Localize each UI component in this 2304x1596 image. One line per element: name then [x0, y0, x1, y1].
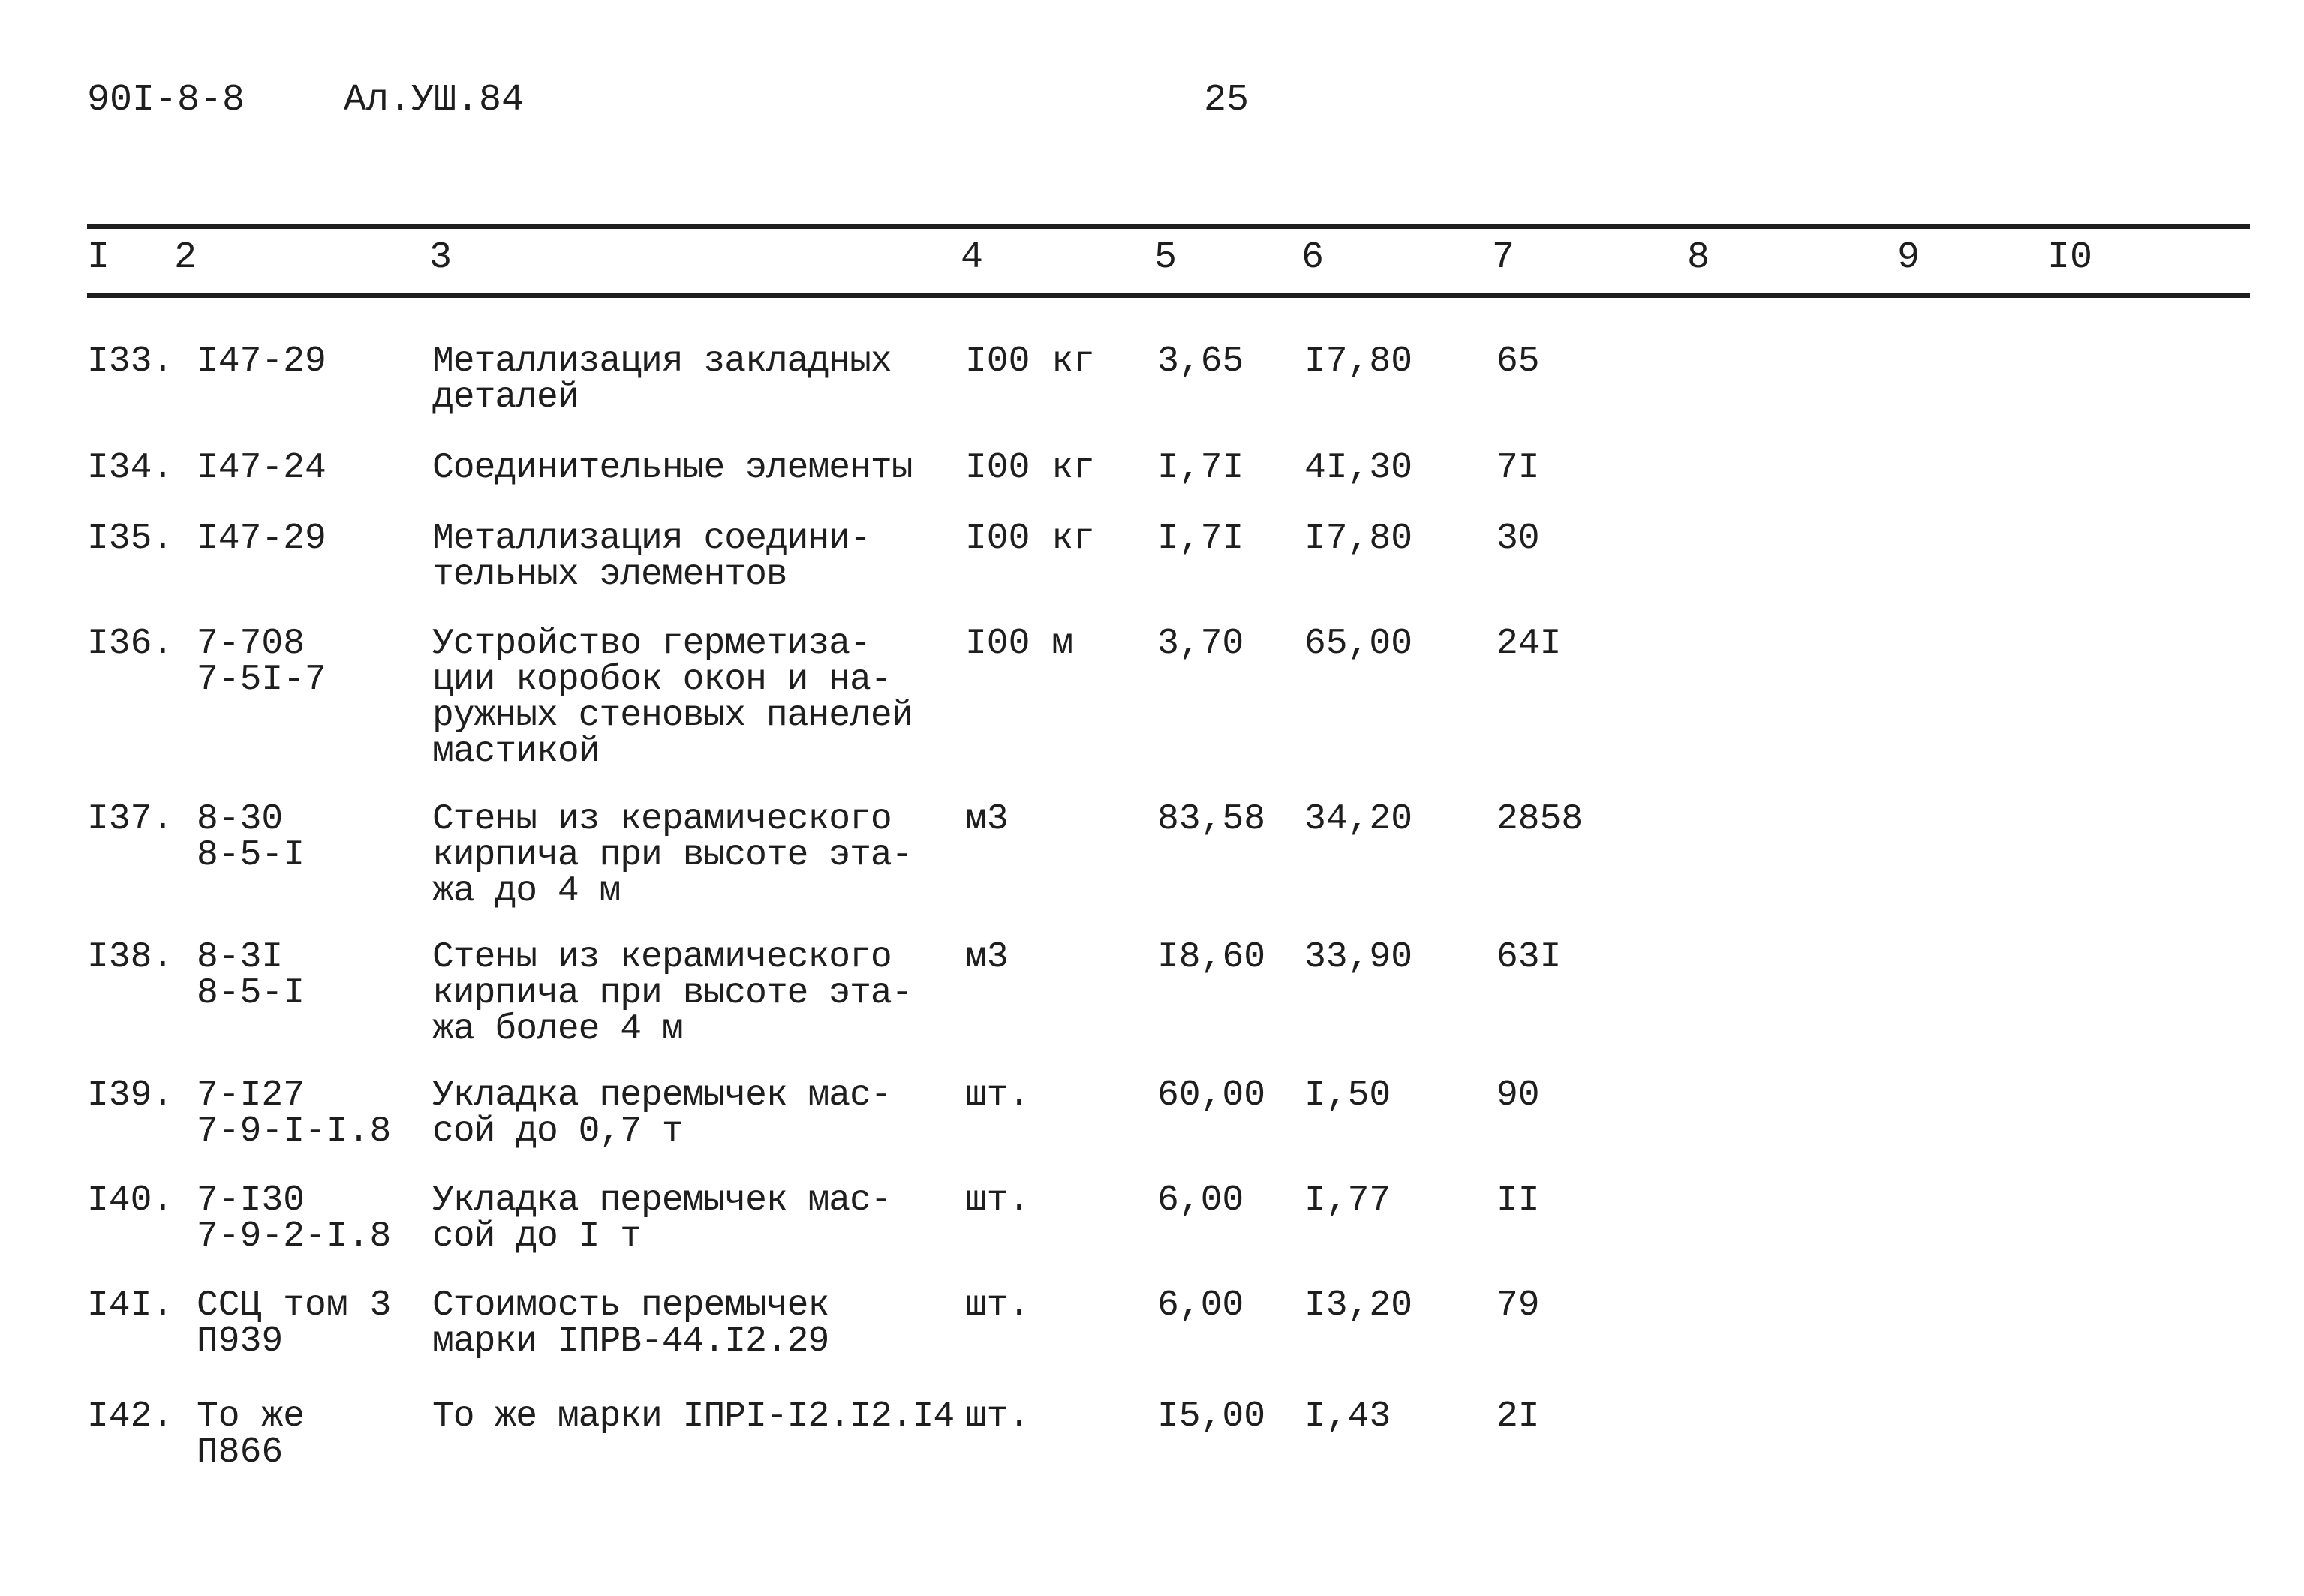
unit-price: 65,00	[1304, 624, 1413, 664]
norm-code: 8-3I	[197, 937, 284, 978]
column-header-3: 3	[429, 236, 453, 279]
work-description-line: ружных стеновых панелей	[432, 696, 913, 736]
unit: м3	[965, 799, 1009, 840]
norm-code-secondary: 8-5-I	[197, 835, 305, 876]
unit-price: I7,80	[1304, 341, 1413, 382]
row-number: I40.	[87, 1180, 174, 1221]
norm-code-secondary: 8-5-I	[197, 973, 305, 1014]
column-header-9: 9	[1897, 236, 1921, 279]
total-cost: 24I	[1496, 624, 1562, 664]
work-description-line: жа более 4 м	[432, 1009, 683, 1050]
row-number: I33.	[87, 341, 174, 382]
unit-price: 34,20	[1304, 799, 1413, 840]
norm-code: 7-I27	[197, 1075, 305, 1116]
unit: шт.	[965, 1180, 1030, 1221]
column-header-6: 6	[1301, 236, 1325, 279]
row-number: I38.	[87, 937, 174, 978]
quantity: 3,65	[1157, 341, 1244, 382]
total-cost: 79	[1496, 1285, 1540, 1326]
work-description-line: ции коробок окон и на-	[432, 660, 892, 700]
work-description-line: Металлизация соедини-	[432, 518, 871, 559]
row-number: I36.	[87, 624, 174, 664]
total-cost: 65	[1496, 341, 1540, 382]
column-header-8: 8	[1687, 236, 1710, 279]
norm-code: ССЦ том 3	[197, 1285, 392, 1326]
unit: I00 кг	[965, 448, 1095, 488]
norm-code: I47-24	[197, 448, 326, 488]
work-description-line: сой до 0,7 т	[432, 1111, 683, 1152]
work-description-line: Стоимость перемычек	[432, 1285, 829, 1326]
unit-price: I,43	[1304, 1396, 1391, 1437]
unit-price: I,50	[1304, 1075, 1391, 1116]
unit-price: I7,80	[1304, 518, 1413, 559]
quantity: 83,58	[1157, 799, 1266, 840]
unit: I00 кг	[965, 341, 1095, 382]
table-top-rule	[87, 224, 2250, 229]
work-description-line: Металлизация закладных	[432, 341, 892, 382]
row-number: I39.	[87, 1075, 174, 1116]
total-cost: 63I	[1496, 937, 1562, 978]
total-cost: 90	[1496, 1075, 1540, 1116]
work-description-line: жа до 4 м	[432, 871, 621, 912]
norm-code: 7-I30	[197, 1180, 305, 1221]
column-header-4: 4	[961, 236, 984, 279]
row-number: I37.	[87, 799, 174, 840]
column-header-7: 7	[1492, 236, 1515, 279]
norm-code: I47-29	[197, 518, 326, 559]
norm-code: 8-30	[197, 799, 284, 840]
quantity: I,7I	[1157, 448, 1244, 488]
unit: шт.	[965, 1075, 1030, 1116]
unit-price: 33,90	[1304, 937, 1413, 978]
work-description-line: То же марки IПРI-I2.I2.I4	[432, 1396, 955, 1437]
unit: м3	[965, 937, 1009, 978]
total-cost: 2858	[1496, 799, 1584, 840]
norm-code-secondary: П866	[197, 1432, 284, 1473]
total-cost: 7I	[1496, 448, 1540, 488]
row-number: I34.	[87, 448, 174, 488]
work-description-line: Стены из керамического	[432, 799, 892, 840]
norm-code-secondary: 7-9-2-I.8	[197, 1216, 392, 1257]
work-description-line: мастикой	[432, 732, 600, 772]
norm-code: I47-29	[197, 341, 326, 382]
work-description-line: Стены из керамического	[432, 937, 892, 978]
quantity: I8,60	[1157, 937, 1266, 978]
unit: I00 м	[965, 624, 1074, 664]
table-header-rule	[87, 293, 2250, 298]
quantity: I5,00	[1157, 1396, 1266, 1437]
norm-code-secondary: 7-5I-7	[197, 660, 326, 700]
norm-code: 7-708	[197, 624, 305, 664]
row-number: I4I.	[87, 1285, 174, 1326]
work-description-line: Соединительные элементы	[432, 448, 913, 488]
work-description-line: Укладка перемычек мас-	[432, 1180, 892, 1221]
norm-code-secondary: 7-9-I-I.8	[197, 1111, 392, 1152]
unit-price: I3,20	[1304, 1285, 1413, 1326]
total-cost: 30	[1496, 518, 1540, 559]
work-description-line: кирпича при высоте эта-	[432, 835, 913, 876]
unit-price: 4I,30	[1304, 448, 1413, 488]
column-header-5: 5	[1154, 236, 1178, 279]
total-cost: 2I	[1496, 1396, 1540, 1437]
total-cost: II	[1496, 1180, 1540, 1221]
quantity: 6,00	[1157, 1285, 1244, 1326]
page-number: 25	[1204, 79, 1250, 122]
unit: I00 кг	[965, 518, 1095, 559]
norm-code: То же	[197, 1396, 305, 1437]
unit: шт.	[965, 1396, 1030, 1437]
column-header-1: I	[87, 236, 110, 279]
column-header-2: 2	[174, 236, 197, 279]
column-header-10: I0	[2047, 236, 2093, 279]
work-description-line: кирпича при высоте эта-	[432, 973, 913, 1014]
row-number: I35.	[87, 518, 174, 559]
row-number: I42.	[87, 1396, 174, 1437]
work-description-line: деталей	[432, 377, 579, 418]
work-description-line: тельных элементов	[432, 555, 787, 595]
work-description-line: Укладка перемычек мас-	[432, 1075, 892, 1116]
unit: шт.	[965, 1285, 1030, 1326]
album-code: Ал.УШ.84	[344, 79, 525, 122]
norm-code-secondary: П939	[197, 1321, 284, 1362]
work-description-line: марки IПРВ-44.I2.29	[432, 1321, 829, 1362]
work-description-line: сой до I т	[432, 1216, 642, 1257]
work-description-line: Устройство герметиза-	[432, 624, 871, 664]
doc-code: 90I-8-8	[87, 79, 245, 122]
quantity: 60,00	[1157, 1075, 1266, 1116]
quantity: 6,00	[1157, 1180, 1244, 1221]
quantity: I,7I	[1157, 518, 1244, 559]
unit-price: I,77	[1304, 1180, 1391, 1221]
quantity: 3,70	[1157, 624, 1244, 664]
